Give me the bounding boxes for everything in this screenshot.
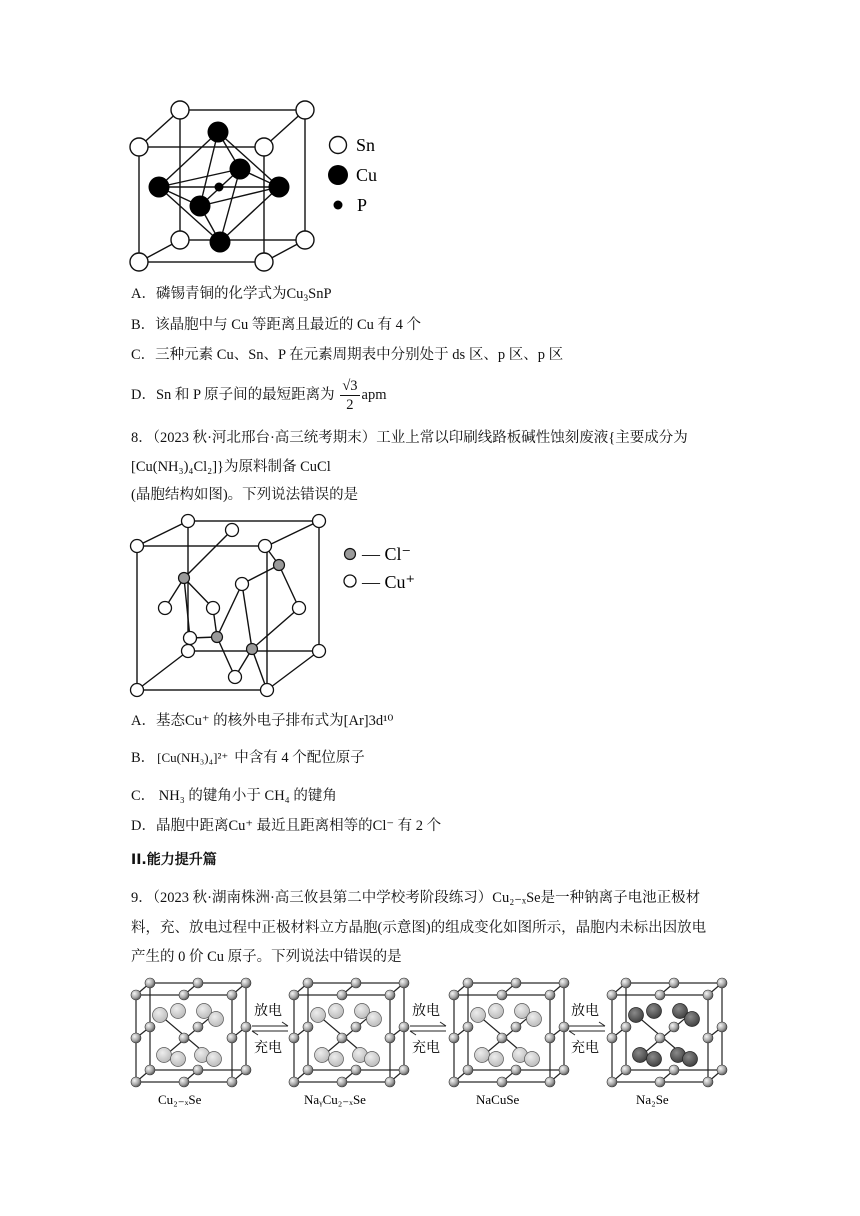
q8-option-a: A．基态Cu⁺ 的核外电子排布式为[Ar]3d¹⁰ (131, 713, 394, 729)
sn-atom (296, 101, 314, 119)
cu-atom (190, 196, 211, 217)
cu-ion (159, 602, 172, 615)
cu-ion (226, 524, 239, 537)
cell-na2se (607, 978, 727, 1087)
cu-ion (313, 645, 326, 658)
arrow-label-charge: 充电 (254, 1041, 282, 1056)
cl-ion (179, 573, 190, 584)
svg-text:放电: 放电 (571, 1004, 599, 1019)
section-heading: II.能力提升篇 (131, 852, 217, 868)
cu-ion (207, 602, 220, 615)
p-atom (215, 183, 224, 192)
phosphor-tin-bronze-cell-diagram (122, 95, 397, 280)
legend-p-label: P (357, 195, 368, 215)
svg-text:充电: 充电 (412, 1041, 440, 1056)
cu-ion (182, 515, 195, 528)
cell-nay-cu2-xse (289, 978, 409, 1087)
cu-ion (131, 684, 144, 697)
cu-ion (259, 540, 272, 553)
legend-cu-ion-label: — Cu⁺ (362, 572, 416, 592)
legend-cl-label: — Cl⁻ (362, 544, 412, 564)
svg-text:放电: 放电 (412, 1004, 440, 1019)
sn-atom (255, 253, 273, 271)
cell-label: NaCuSe (476, 1092, 520, 1107)
cell-label: Na₂Se (636, 1092, 669, 1107)
cell-label: NaᵧCu₂₋ₓSe (304, 1092, 366, 1107)
cu-atom (149, 177, 170, 198)
q8-stem-line3: (晶胞结构如图)。下列说法错误的是 (131, 487, 359, 503)
q8-option-d: D．晶胞中距离Cu⁺ 最近且距离相等的Cl⁻ 有 2 个 (131, 818, 442, 834)
q9-stem-line3: 产生的 0 价 Cu 原子。下列说法中错误的是 (131, 949, 402, 965)
arrow-label-discharge: 放电 (254, 1004, 282, 1019)
sn-atom (171, 101, 189, 119)
svg-text:充电: 充电 (571, 1041, 599, 1056)
cu-ion (313, 515, 326, 528)
cl-ion (212, 632, 223, 643)
cl-ion (274, 560, 285, 571)
complex-ion-formula: [Cu(NH₃)₄]²⁺ (157, 750, 229, 765)
cu-atom (208, 122, 229, 143)
cu-atom (210, 232, 231, 253)
cl-ion (247, 644, 258, 655)
legend-sn-label: Sn (356, 135, 376, 155)
cucl-cell-diagram (122, 508, 432, 708)
q7-option-d: D．Sn 和 P 原子间的最短距离为 $\frac{√3}{2}$ apm (131, 378, 387, 414)
q8-option-c: C． NH₃ 的键角小于 CH₄ 的键角 (131, 788, 337, 804)
cu-ion (293, 602, 306, 615)
cu-ion (184, 632, 197, 645)
cu-ion (236, 578, 249, 591)
q7-option-b: B．该晶胞中与 Cu 等距离且最近的 Cu 有 4 个 (131, 317, 422, 333)
cell-cu2-xse (131, 978, 251, 1087)
cu-ion (182, 645, 195, 658)
cu-atom (230, 159, 251, 180)
sn-atom (130, 253, 148, 271)
cell-nacuse (449, 978, 569, 1087)
sn-atom (171, 231, 189, 249)
q8-option-b: B． [Cu(NH₃)₄]²⁺ 中含有 4 个配位原子 (131, 750, 365, 766)
sn-atom (296, 231, 314, 249)
fraction: $\frac{√3}{2}$ (342, 378, 358, 414)
sodium-ion-cells-diagram (128, 975, 733, 1115)
q7-option-c: C．三种元素 Cu、Sn、P 在元素周期表中分别处于 ds 区、p 区、p 区 (131, 347, 564, 363)
cu-ion (229, 671, 242, 684)
q8-stem-line1: 8．（2023 秋·河北邢台·高三统考期末）工业上常以印刷线路板碱性蚀刻废液{主要成分为 (131, 430, 688, 446)
q7-option-a: A．磷锡青铜的化学式为$Cu_3SnP$ (131, 286, 332, 304)
q8-stem-line2: [Cu(NH₃)₄Cl₂]}为原料制备 CuCl (131, 459, 331, 475)
sn-atom (255, 138, 273, 156)
cell-label: Cu₂₋ₓSe (158, 1092, 202, 1107)
cu-atom (269, 177, 290, 198)
sn-atom (130, 138, 148, 156)
q9-stem-line1: 9．（2023 秋·湖南株洲·高三攸县第二中学校考阶段练习）Cu₂₋ₓSe是一种钠离子电池正极材 (131, 890, 701, 906)
q9-stem-line2: 料，充、放电过程中正极材料立方晶胞(示意图)的组成变化如图所示，晶胞内未标出因放电 (131, 920, 707, 936)
cu-ion (261, 684, 274, 697)
cu-ion (131, 540, 144, 553)
legend-cu-label: Cu (356, 165, 378, 185)
